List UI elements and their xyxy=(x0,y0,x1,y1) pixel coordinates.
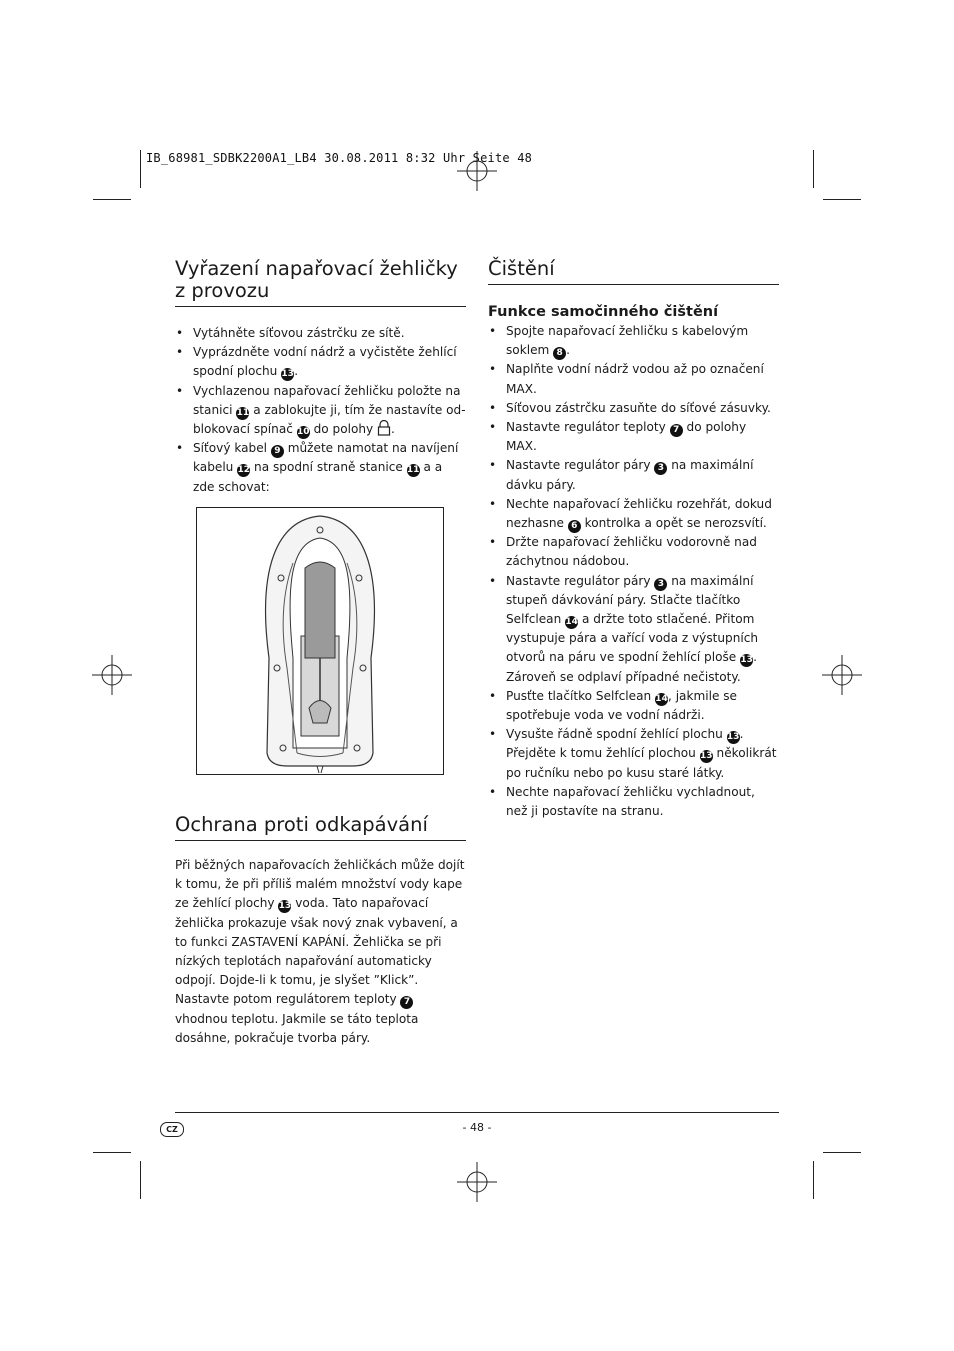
text-run: do polohy xyxy=(309,422,378,437)
list-item xyxy=(175,324,466,343)
country-badge: CZ xyxy=(160,1122,184,1137)
text-run: do polohy MAX. xyxy=(506,420,747,454)
list-item xyxy=(488,533,779,571)
text-run: na maximální stupeň dávkování páry. Stlačte tlačítko Selfclean xyxy=(506,573,754,627)
list-item xyxy=(488,572,779,687)
registration-mark-icon xyxy=(457,1162,497,1202)
antidrip-paragraph xyxy=(175,856,466,1048)
text-run: a zablokujte ji, tím že nastavíte odblokovací spínač xyxy=(193,402,466,437)
registration-mark-icon xyxy=(457,151,497,191)
part-number-badge: 14 xyxy=(655,693,668,704)
text-run: , jakmile se spotřebuje voda ve vodní nádrži. xyxy=(506,688,737,723)
part-number-badge: 8 xyxy=(553,347,566,360)
text-run: Vychlazenou napařovací žehličku položte na stanici xyxy=(193,383,461,417)
decommission-list xyxy=(175,324,466,497)
text-run: . xyxy=(391,422,395,437)
part-number-badge: 12 xyxy=(237,465,250,476)
section-subtitle: Funkce samočinného čištění xyxy=(488,304,719,320)
text-run: . xyxy=(566,343,570,358)
crop-mark xyxy=(823,199,861,200)
list-item xyxy=(175,439,466,497)
text-run: Vysušte řádně spodní žehlící plochu xyxy=(506,727,727,742)
iron-station-figure xyxy=(196,507,444,775)
part-number-badge: 13 xyxy=(278,901,292,912)
text-run: . Přejděte k tomu žehlící plochou xyxy=(506,727,744,761)
text-run: Při běžných napařovacích žehličkách může dojít k tomu, že při příliš malém množství vody kape ze žehlící plochy xyxy=(175,858,465,911)
crop-mark xyxy=(140,1161,141,1199)
part-number-badge: 7 xyxy=(670,424,683,437)
text-run: několikrát po ručníku nebo po kusu staré látky. xyxy=(506,746,777,780)
list-item xyxy=(488,725,779,783)
crop-mark xyxy=(140,150,141,188)
part-number-badge: 13 xyxy=(281,369,294,380)
text-run: Vytáhněte síťovou zástrčku ze sítě. xyxy=(193,326,405,340)
text-run: . xyxy=(294,364,299,379)
text-run: Držte napařovací žehličku vodorovně nad záchytnou nádobou. xyxy=(506,535,757,569)
text-run: Spojte napařovací žehličku s kabelovým soklem xyxy=(506,324,749,358)
list-item xyxy=(488,687,779,725)
crop-mark xyxy=(813,1161,814,1199)
iron-station-illustration xyxy=(197,508,443,774)
part-number-badge: 11 xyxy=(236,407,250,418)
text-run: Nastavte regulátor páry xyxy=(506,458,655,473)
text-run: kontrolka a opět se nerozsvítí. xyxy=(580,516,767,531)
crop-mark xyxy=(93,1152,131,1153)
text-run: na spodní straně stanice xyxy=(250,460,407,475)
section-title: Ochrana proti odkapávání xyxy=(175,814,466,841)
section-decommission xyxy=(175,258,466,497)
crop-mark xyxy=(813,150,814,188)
list-item xyxy=(488,418,779,456)
crop-mark xyxy=(93,199,131,200)
registration-mark-icon xyxy=(92,655,132,695)
list-item xyxy=(488,360,779,398)
text-run: Síťový kabel xyxy=(193,441,271,456)
text-run: Nechte napařovací žehličku vychladnout, než ji postavíte na stranu. xyxy=(506,784,755,819)
text-run: Nechte napařovací žehličku rozehřát, dokud nezhasne xyxy=(506,496,772,531)
text-run: Nastavte regulátor teploty xyxy=(506,420,670,435)
section-cleaning xyxy=(488,258,779,821)
text-run: Nastavte regulátor páry xyxy=(506,573,655,588)
page-number: - 48 - xyxy=(462,1121,492,1134)
list-item xyxy=(488,456,779,494)
part-number-badge: 7 xyxy=(400,996,413,1009)
list-item xyxy=(175,343,466,381)
part-number-badge: 13 xyxy=(726,732,740,743)
crop-mark xyxy=(823,1152,861,1153)
text-run: Naplňte vodní nádrž vodou až po označení MAX. xyxy=(506,362,764,396)
text-run: vhodnou teplotu. Jakmile se táto teplota dosáhne, pokračuje tvorba páry. xyxy=(175,1011,419,1045)
footer-rule xyxy=(175,1112,779,1113)
part-number-badge: 11 xyxy=(406,465,420,476)
text-run: Síťovou zástrčku zasuňte do síťové zásuvky. xyxy=(506,400,771,415)
section-title: Čištění xyxy=(488,258,779,285)
list-item xyxy=(175,382,466,440)
registration-mark-icon xyxy=(822,655,862,695)
section-title: Vyřazení napařovací žehličky z provozu xyxy=(175,258,466,307)
list-item xyxy=(488,399,779,418)
part-number-badge: 13 xyxy=(740,655,753,666)
list-item xyxy=(488,322,779,360)
part-number-badge: 13 xyxy=(699,751,713,762)
lock-icon xyxy=(377,420,391,436)
part-number-badge: 9 xyxy=(271,445,284,458)
text-run: a držte toto stlačené. Přitom vystupuje pára a vařící voda z výstupních otvorů na páru ve spodní žehlící ploše xyxy=(506,612,759,665)
part-number-badge: 10 xyxy=(296,427,310,438)
text-run: na maximální dávku páry. xyxy=(506,458,754,492)
section-antidrip xyxy=(175,814,466,1048)
text-run: Pusťte tlačítko Selfclean xyxy=(506,688,655,703)
text-run: Vyprázdněte vodní nádrž a vyčistěte žehlící spodní plochu xyxy=(193,345,457,379)
part-number-badge: 6 xyxy=(568,520,581,533)
text-run: voda. Tato napařovací žehlička prokazuje však nový znak vybavení, a to funkci ZASTAVENÍ KAPÁNÍ. Žehlička se při nízkých teplotách napařování automaticky odpojí. Dojde-li k tomu, je slyšet ”Klick”. Nastavte potom regulátorem teploty xyxy=(175,896,458,1007)
part-number-badge: 14 xyxy=(565,617,578,628)
part-number-badge: 3 xyxy=(654,462,667,475)
text-run: a a zde schovat: xyxy=(193,460,443,494)
cleaning-list xyxy=(488,322,779,821)
text-run: můžete namotat na navíjení kabelu xyxy=(193,441,459,475)
list-item xyxy=(488,495,779,533)
print-slug: IB_68981_SDBK2200A1_LB4 30.08.2011 8:32 Uhr Seite 48 xyxy=(146,151,533,165)
part-number-badge: 3 xyxy=(654,578,667,591)
list-item xyxy=(488,783,779,821)
text-run: . Zároveň se odplaví případné nečistoty. xyxy=(506,650,757,684)
